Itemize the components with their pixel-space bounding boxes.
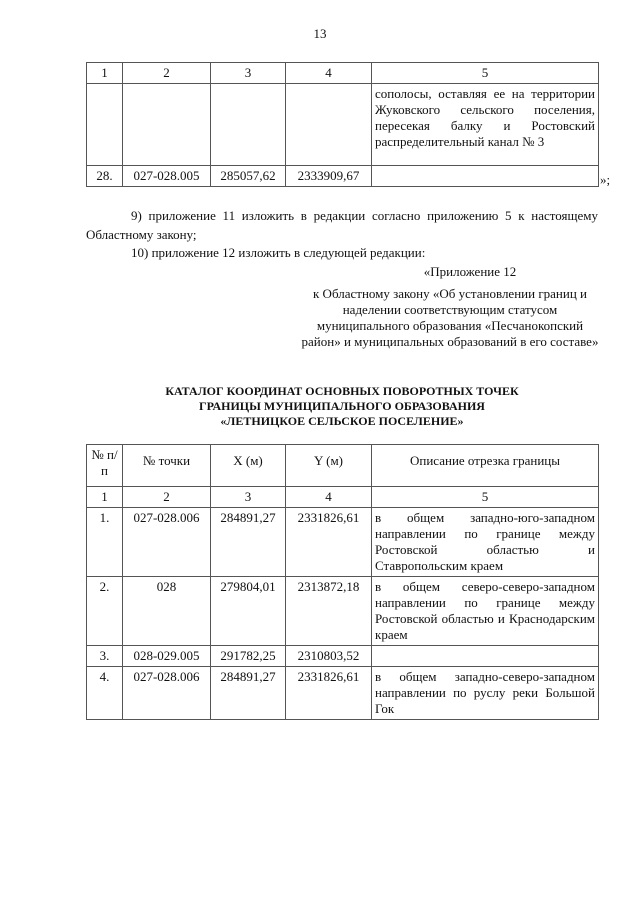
segment-description: в общем северо-северо-западном направлении по границе между Ростовской областью и Краснодарским краем (372, 577, 599, 646)
paragraph-9: 9) приложение 11 изложить в редакции согласно приложению 5 к настоящему Областному закону; (86, 208, 598, 242)
row-number (87, 84, 123, 166)
point-number: 028 (123, 577, 211, 646)
header-cell: 5 (372, 63, 599, 84)
row-number: 2. (87, 577, 123, 646)
x-coordinate: 284891,27 (211, 508, 286, 577)
header-y: Y (м) (286, 445, 372, 487)
row-number: 3. (87, 646, 123, 667)
point-number: 027-028.006 (123, 508, 211, 577)
row-number: 28. (87, 166, 123, 187)
point-number: 028-029.005 (123, 646, 211, 667)
x-coordinate: 279804,01 (211, 577, 286, 646)
y-coordinate: 2331826,61 (286, 667, 372, 720)
segment-description (372, 646, 599, 667)
header-cell: 2 (123, 63, 211, 84)
point-number: 027-028.006 (123, 667, 211, 720)
header-x: X (м) (211, 445, 286, 487)
y-coordinate: 2313872,18 (286, 577, 372, 646)
appendix-title: «Приложение 12 (423, 264, 517, 279)
point-number (123, 84, 211, 166)
segment-description: в общем западно-юго-западном направлении по границе между Ростовской областью и Ставропольским краем (372, 508, 599, 577)
y-coordinate (286, 84, 372, 166)
table-row (87, 166, 599, 187)
table-header-row (87, 445, 599, 487)
table-header-row (87, 63, 599, 84)
appendix-reference: к Областному закону «Об установлении границ и наделении соответствующим статусом муниципального образования «Песчанокопский район» и муниципальных образований в его составе» (301, 286, 599, 349)
y-coordinate: 2331826,61 (286, 508, 372, 577)
segment-description (372, 166, 599, 187)
header-point-number: № точки (123, 445, 211, 487)
column-number: 3 (211, 487, 286, 508)
y-coordinate: 2333909,67 (286, 166, 372, 187)
catalog-title-line: «ЛЕТНИЦКОЕ СЕЛЬСКОЕ ПОСЕЛЕНИЕ» (220, 414, 464, 428)
catalog-title-line: ГРАНИЦЫ МУНИЦИПАЛЬНОГО ОБРАЗОВАНИЯ (199, 399, 485, 413)
segment-description: в общем западно-северо-западном направлении по руслу реки Большой Гок (372, 667, 599, 720)
column-number: 2 (123, 487, 211, 508)
row-number: 4. (87, 667, 123, 720)
point-number: 027-028.005 (123, 166, 211, 187)
page-number: 13 (313, 26, 327, 41)
row-number: 1. (87, 508, 123, 577)
table-row (87, 508, 599, 577)
header-cell: 1 (87, 63, 123, 84)
x-coordinate (211, 84, 286, 166)
catalog-title (86, 384, 598, 429)
column-number: 4 (286, 487, 372, 508)
header-cell: 4 (286, 63, 372, 84)
coordinates-catalog-table (86, 444, 599, 720)
x-coordinate: 291782,25 (211, 646, 286, 667)
closing-quote: »; (600, 172, 611, 187)
table-row (87, 577, 599, 646)
table-row (87, 667, 599, 720)
x-coordinate: 285057,62 (211, 166, 286, 187)
paragraph-10: 10) приложение 12 изложить в следующей редакции: (131, 245, 426, 260)
column-number: 5 (372, 487, 599, 508)
column-number-row (87, 487, 599, 508)
column-number: 1 (87, 487, 123, 508)
header-cell: 3 (211, 63, 286, 84)
catalog-title-line: КАТАЛОГ КООРДИНАТ ОСНОВНЫХ ПОВОРОТНЫХ ТОЧЕК (165, 384, 519, 398)
table-row (87, 84, 599, 166)
y-coordinate: 2310803,52 (286, 646, 372, 667)
header-row-number: № п/п (87, 445, 123, 487)
segment-description: сополосы, оставляя ее на территории Жуковского сельского поселения, пересекая балку и Ростовский распределительный канал № 3 (372, 84, 599, 166)
x-coordinate: 284891,27 (211, 667, 286, 720)
continued-coordinates-table (86, 62, 599, 187)
table-row (87, 646, 599, 667)
appendix-header (300, 264, 600, 350)
header-description: Описание отрезка границы (372, 445, 599, 487)
